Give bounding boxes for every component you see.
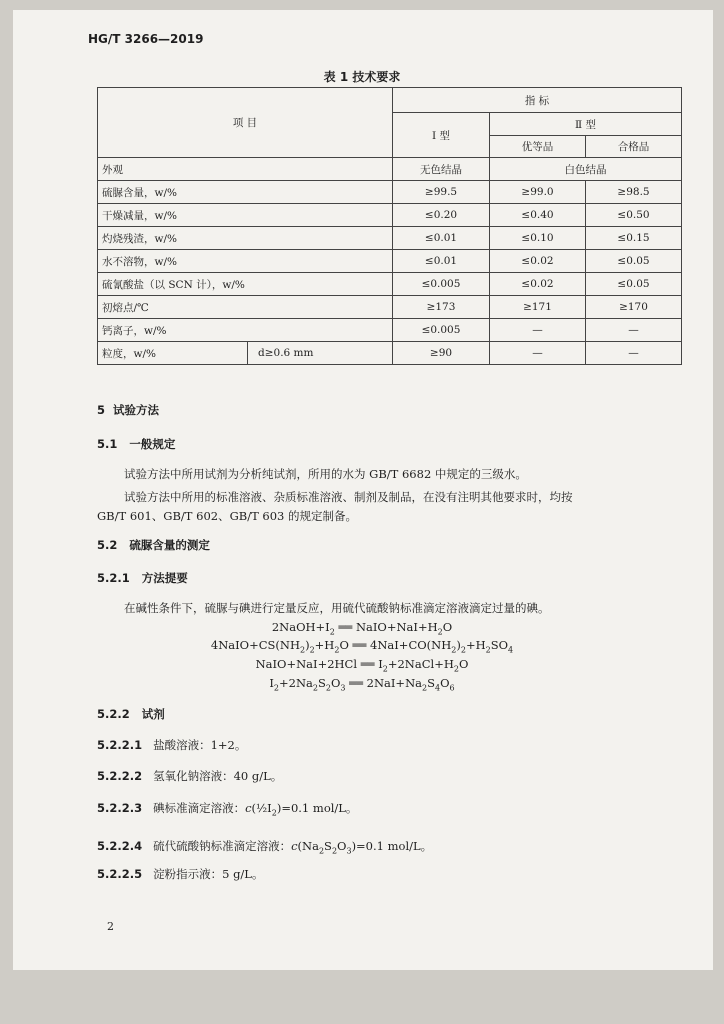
row-item: 灼烧残渣，w/% [98, 227, 393, 250]
cell-type1: ≥99.5 [393, 181, 490, 204]
cell-type1: ≤0.01 [393, 250, 490, 273]
section-5-2-heading [97, 537, 210, 553]
cell-qualified: ≥98.5 [586, 181, 682, 204]
table-row [98, 273, 682, 296]
table-row [98, 250, 682, 273]
row-item: 硫脲含量，w/% [98, 181, 393, 204]
equation: $2NaOH+I_2$ ══ $NaIO+NaI+H_2O$ [271, 620, 453, 637]
page-number: 2 [107, 920, 114, 933]
equation: $I_2+2Na_2S_2O_3$ ══ $2NaI+Na_2S_4O_6$ [269, 676, 455, 693]
cell-qualified: ≤0.15 [586, 227, 682, 250]
equation: $4NaIO+CS(NH_2)_2+H_2O$ ══ $4NaI+CO(NH_2)_2+H_2SO_4$ [210, 638, 514, 655]
section-5-2-1-heading [97, 570, 188, 586]
section-title: 试剂 [141, 707, 165, 721]
row-item: 粒度，w/% [98, 342, 248, 365]
section-title: 方法提要 [141, 571, 188, 585]
item-number: 5.2.2.5 [97, 867, 143, 881]
table-header-item: 项 目 [98, 88, 393, 158]
item-tail: =0.1 mol/L。 [281, 801, 358, 815]
section-number: 5 [97, 403, 106, 417]
cell-type1: ≥90 [393, 342, 490, 365]
row-item: 钙离子，w/% [98, 319, 393, 342]
section-number: 5.1 [97, 437, 118, 451]
row-item: 初熔点/℃ [98, 296, 393, 319]
reagent-item: 5.2.2.4 硫代硫酸钠标准滴定溶液：$c(Na_2S_2O_3)=0.1$ mol/L。 [97, 839, 433, 856]
cell-superior: — [490, 342, 586, 365]
cell-superior: — [490, 319, 586, 342]
paragraph: 试验方法中所用的标准溶液、杂质标准溶液、制剂及制品，在没有注明其他要求时，均按 [124, 490, 573, 504]
equation: NaIO+NaI+2HCl ══ $I_2+2NaCl+H_2O$ [255, 657, 469, 674]
spec-table [97, 87, 682, 365]
paragraph: 试验方法中所用试剂为分析纯试剂，所用的水为 GB/T 6682 中规定的三级水。 [124, 467, 527, 481]
cell-type2: 白色结晶 [490, 158, 682, 181]
row-item: 外观 [98, 158, 393, 181]
section-number: 5.2.1 [97, 571, 130, 585]
cell-qualified: — [586, 342, 682, 365]
cell-superior: ≤0.02 [490, 273, 586, 296]
table-row [98, 204, 682, 227]
item-text: 淀粉指示液：5 g/L。 [153, 867, 264, 881]
item-text: 硫代硫酸钠标准滴定溶液： [153, 839, 292, 853]
cell-type1: ≤0.005 [393, 319, 490, 342]
cell-superior: ≥171 [490, 296, 586, 319]
table-title: 表 1 技术要求 [323, 70, 401, 84]
item-number: 5.2.2.2 [97, 769, 143, 783]
reagent-item [97, 768, 282, 784]
table-row [98, 158, 682, 181]
row-item: 水不溶物，w/% [98, 250, 393, 273]
item-number: 5.2.2.4 [97, 839, 143, 853]
table-row [98, 319, 682, 342]
section-title: 一般规定 [129, 437, 176, 451]
item-number: 5.2.2.3 [97, 801, 143, 815]
table-header-index: 指 标 [393, 88, 682, 113]
cell-type1: ≤0.20 [393, 204, 490, 227]
section-title: 硫脲含量的测定 [129, 538, 210, 552]
cell-qualified: ≥170 [586, 296, 682, 319]
cell-superior: ≤0.40 [490, 204, 586, 227]
item-text: 盐酸溶液：1+2。 [153, 738, 247, 752]
cell-qualified: — [586, 319, 682, 342]
item-number: 5.2.2.1 [97, 738, 143, 752]
paragraph: GB/T 601、GB/T 602、GB/T 603 的规定制备。 [97, 509, 358, 523]
cell-type1: ≤0.01 [393, 227, 490, 250]
reagent-item [97, 866, 263, 882]
cell-qualified: ≤0.05 [586, 250, 682, 273]
table-header-type2: Ⅱ 型 [490, 113, 682, 136]
table-row [98, 181, 682, 204]
row-condition: d≥0.6 mm [248, 342, 393, 365]
section-5-2-2-heading [97, 706, 165, 722]
row-item: 干燥减量，w/% [98, 204, 393, 227]
cell-type1: ≤0.005 [393, 273, 490, 296]
standard-code: HG/T 3266—2019 [88, 32, 204, 46]
cell-qualified: ≤0.50 [586, 204, 682, 227]
cell-type1: ≥173 [393, 296, 490, 319]
section-title: 试验方法 [113, 403, 160, 417]
table-header-type1: Ⅰ 型 [393, 113, 490, 158]
row-item: 硫氰酸盐（以 SCN 计），w/% [98, 273, 393, 296]
table-row [98, 296, 682, 319]
cell-superior: ≥99.0 [490, 181, 586, 204]
cell-superior: ≤0.02 [490, 250, 586, 273]
reagent-item: 5.2.2.3 碘标准滴定溶液：$c(\frac{1}{2}I_2)=0.1$ mol/L。 [97, 801, 358, 818]
paragraph: 在碱性条件下，硫脲与碘进行定量反应，用硫代硫酸钠标准滴定溶液滴定过量的碘。 [124, 601, 550, 615]
section-5-heading [97, 402, 159, 418]
item-text: 氢氧化钠溶液：40 g/L。 [153, 769, 283, 783]
table-header-qualified: 合格品 [586, 136, 682, 158]
reagent-item [97, 737, 246, 753]
item-text: 碘标准滴定溶液： [153, 801, 246, 815]
table-row [98, 227, 682, 250]
cell-superior: ≤0.10 [490, 227, 586, 250]
table-row [98, 342, 682, 365]
table-header-superior: 优等品 [490, 136, 586, 158]
section-number: 5.2.2 [97, 707, 130, 721]
section-5-1-heading [97, 436, 175, 452]
cell-type1: 无色结晶 [393, 158, 490, 181]
section-number: 5.2 [97, 538, 118, 552]
item-tail: )=0.1 mol/L。 [351, 839, 433, 853]
cell-qualified: ≤0.05 [586, 273, 682, 296]
